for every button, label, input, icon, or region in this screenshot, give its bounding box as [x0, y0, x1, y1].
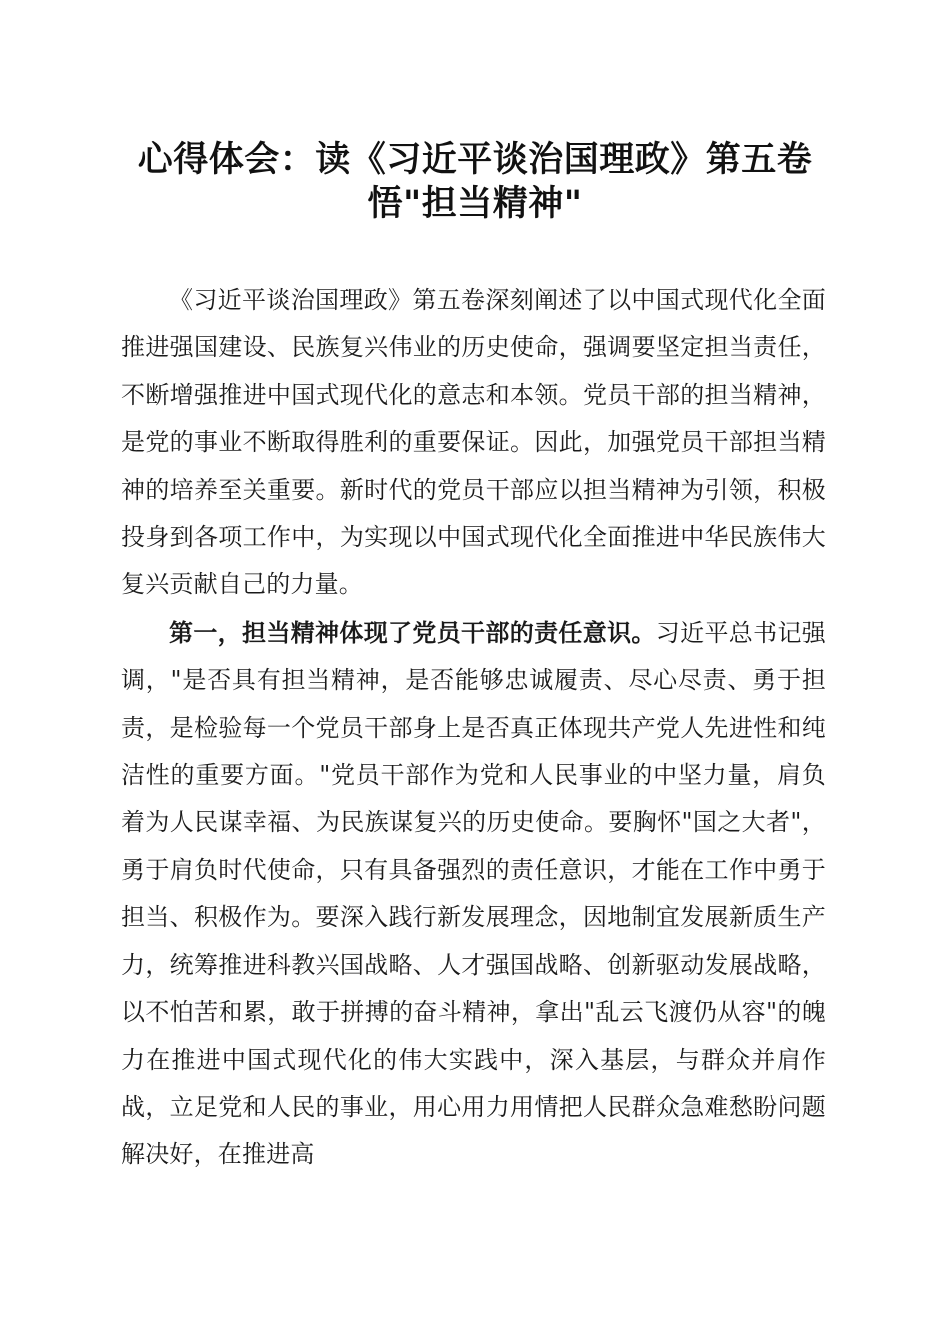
page-title	[100, 138, 850, 226]
article-body	[121, 277, 826, 1179]
paragraph-first-point	[121, 609, 826, 1179]
title-line-1: 心得体会：读《习近平谈治国理政》第五卷	[137, 140, 813, 180]
paragraph-text: 习近平总书记强调，"是否具有担当精神，是否能够忠诚履责、尽心尽责、勇于担责，是检验每一个党员干部身上是否真正体现共产党人先进性和纯洁性的重要方面。"党员干部作为党和人民事业的中坚力量，肩负着为人民谋幸福、为民族谋复兴的历史使命。要胸怀"国之大者"，勇于肩负时代使命，只有具备强烈的责任意识，才能在工作中勇于担当、积极作为。要深入践行新发展理念，因地制宜发展新质生产力，统筹推进科教兴国战略、人才强国战略、创新驱动发展战略，以不怕苦和累，敢于拼搏的奋斗精神，拿出"乱云飞渡仍从容"的魄力在推进中国式现代化的伟大实践中，深入基层，与群众并肩作战，立足党和人民的事业，用心用力用情把人民群众急难愁盼问题解决好，在推进高	[121, 618, 826, 1169]
title-line-2: 悟"担当精神"	[367, 184, 583, 224]
paragraph-text: 《习近平谈治国理政》第五卷深刻阐述了以中国式现代化全面推进强国建设、民族复兴伟业的历史使命，强调要坚定担当责任，不断增强推进中国式现代化的意志和本领。党员干部的担当精神，是党的事业不断取得胜利的重要保证。因此，加强党员干部担当精神的培养至关重要。新时代的党员干部应以担当精神为引领，积极投身到各项工作中，为实现以中国式现代化全面推进中华民族伟大复兴贡献自己的力量。	[121, 286, 826, 599]
paragraph-intro	[121, 277, 826, 609]
paragraph-lead: 第一，担当精神体现了党员干部的责任意识。	[169, 617, 656, 647]
